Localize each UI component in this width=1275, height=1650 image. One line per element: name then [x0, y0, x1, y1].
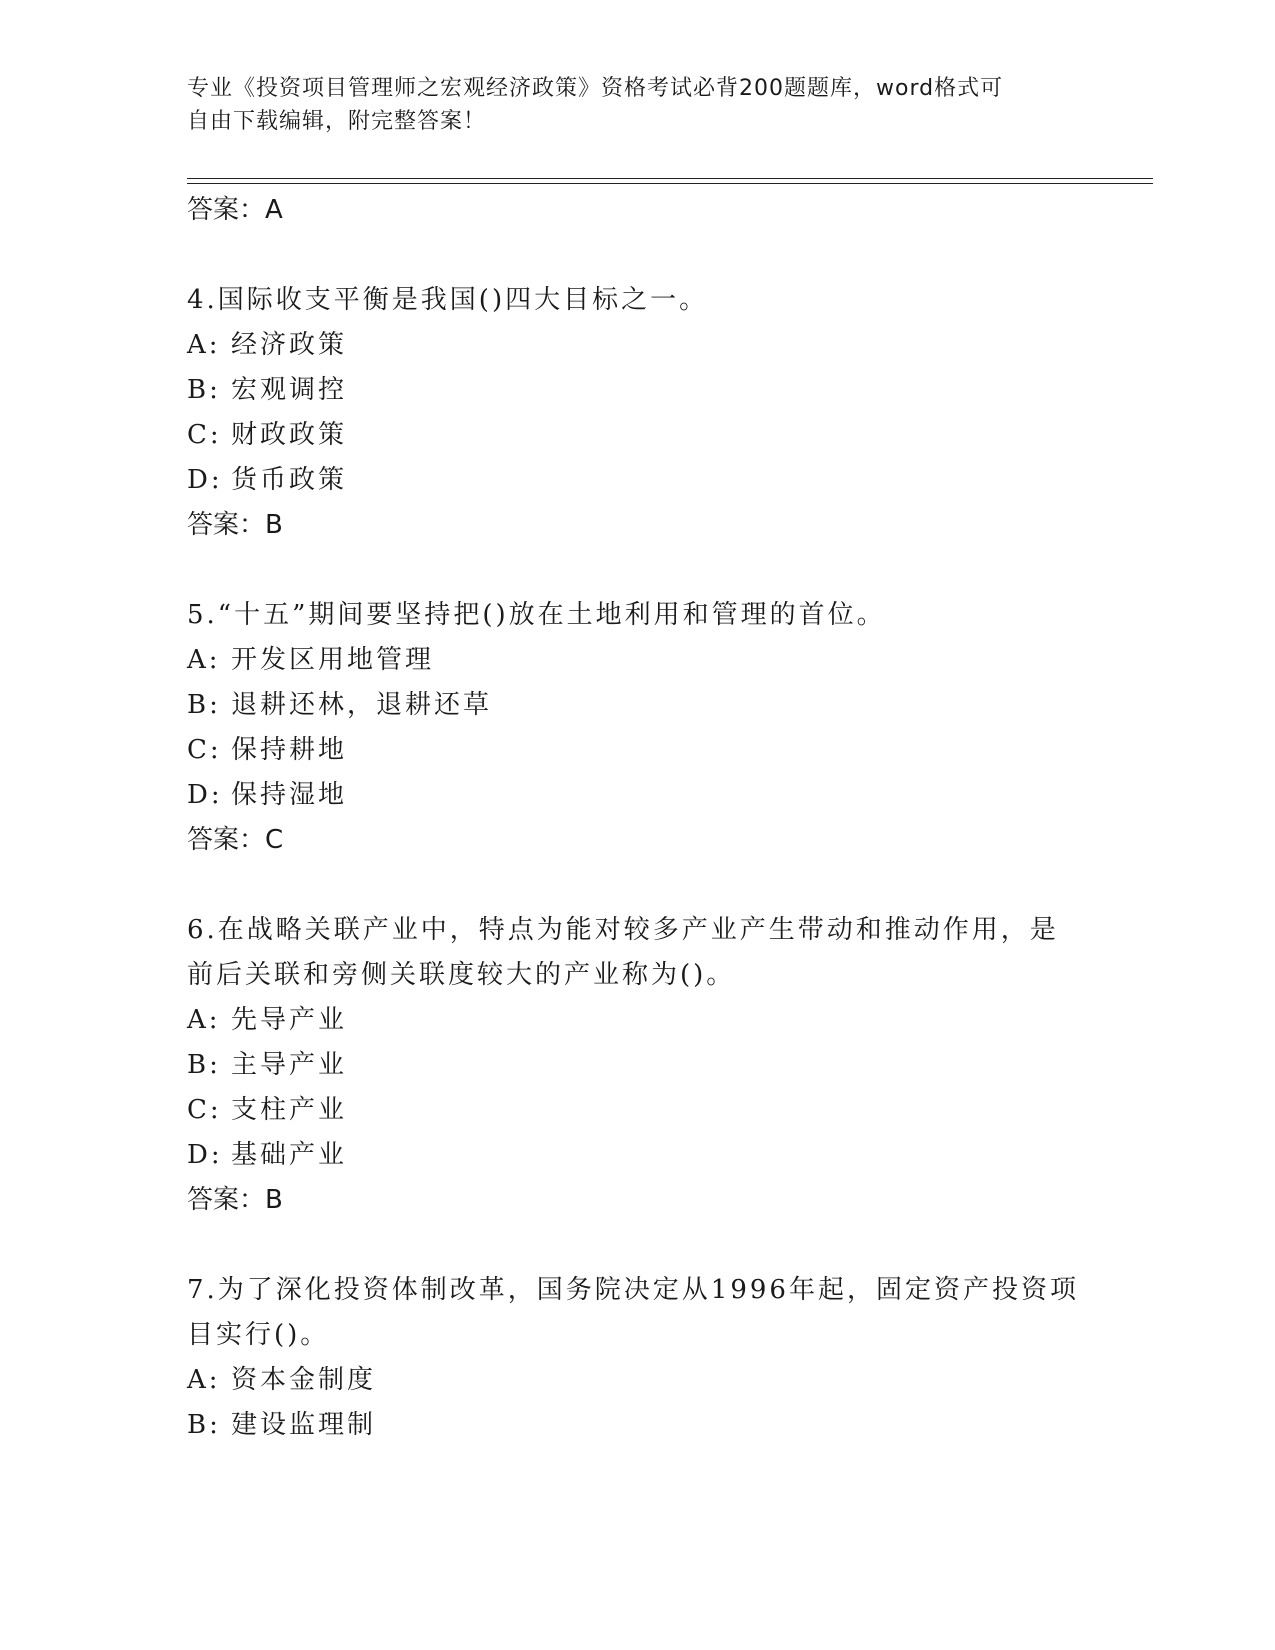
question-list	[187, 188, 1087, 1448]
option-text: 货币政策	[231, 465, 348, 495]
spacer	[187, 548, 1087, 593]
option-c	[187, 413, 1087, 458]
option-letter: A:	[187, 1365, 221, 1395]
question-block	[187, 1268, 1087, 1448]
option-letter: D:	[187, 780, 223, 810]
spacer	[187, 863, 1087, 908]
option-letter: B:	[187, 375, 221, 405]
document-header	[187, 72, 1067, 138]
option-text: 资本金制度	[231, 1365, 377, 1395]
option-text: 建设监理制	[231, 1410, 377, 1440]
option-letter: A:	[187, 645, 221, 675]
option-a	[187, 323, 1087, 368]
option-c	[187, 728, 1087, 773]
option-d	[187, 458, 1087, 503]
option-a	[187, 998, 1087, 1043]
option-b	[187, 368, 1087, 413]
option-b	[187, 1403, 1087, 1448]
header-divider-second	[187, 183, 1153, 184]
option-b	[187, 683, 1087, 728]
option-letter: A:	[187, 1005, 221, 1035]
option-text: 保持湿地	[231, 780, 348, 810]
option-text: 基础产业	[231, 1140, 348, 1170]
question-block	[187, 593, 1087, 863]
question-text: 4.国际收支平衡是我国()四大目标之一。	[187, 285, 709, 315]
question-block	[187, 278, 1087, 548]
option-letter: A:	[187, 330, 221, 360]
option-d	[187, 1133, 1087, 1178]
option-text: 先导产业	[231, 1005, 348, 1035]
option-text: 财政政策	[231, 420, 348, 450]
option-d	[187, 773, 1087, 818]
option-letter: B:	[187, 1050, 221, 1080]
option-text: 开发区用地管理	[231, 645, 435, 675]
answer-line: 答案：B	[187, 1185, 283, 1215]
option-c	[187, 1088, 1087, 1133]
option-letter: D:	[187, 1140, 223, 1170]
option-letter: C:	[187, 1095, 222, 1125]
answer-line: 答案：C	[187, 825, 284, 855]
option-text: 支柱产业	[231, 1095, 348, 1125]
option-text: 保持耕地	[231, 735, 348, 765]
option-text: 主导产业	[231, 1050, 348, 1080]
answer-line: 答案：A	[187, 195, 283, 225]
option-letter: D:	[187, 465, 223, 495]
option-a	[187, 638, 1087, 683]
header-line-2: 自由下载编辑，附完整答案！	[187, 109, 487, 134]
option-b	[187, 1043, 1087, 1088]
header-divider	[187, 178, 1153, 179]
option-a	[187, 1358, 1087, 1403]
option-text: 退耕还林，退耕还草	[231, 690, 493, 720]
question-text: 7.为了深化投资体制改革，国务院决定从1996年起，固定资产投资项目实行()。	[187, 1275, 1079, 1350]
question-text: 6.在战略关联产业中，特点为能对较多产业产生带动和推动作用，是前后关联和旁侧关联度较大的产业称为()。	[187, 915, 1059, 990]
option-text: 经济政策	[231, 330, 348, 360]
header-line-1: 专业《投资项目管理师之宏观经济政策》资格考试必背200题题库，word格式可	[187, 76, 1004, 101]
question-block	[187, 908, 1087, 1223]
option-letter: C:	[187, 735, 222, 765]
spacer	[187, 1223, 1087, 1268]
option-letter: B:	[187, 1410, 221, 1440]
answer-line: 答案：B	[187, 510, 283, 540]
option-text: 宏观调控	[231, 375, 348, 405]
spacer	[187, 233, 1087, 278]
question-text: 5.“十五”期间要坚持把()放在土地利用和管理的首位。	[187, 600, 886, 630]
option-letter: C:	[187, 420, 222, 450]
option-letter: B:	[187, 690, 221, 720]
